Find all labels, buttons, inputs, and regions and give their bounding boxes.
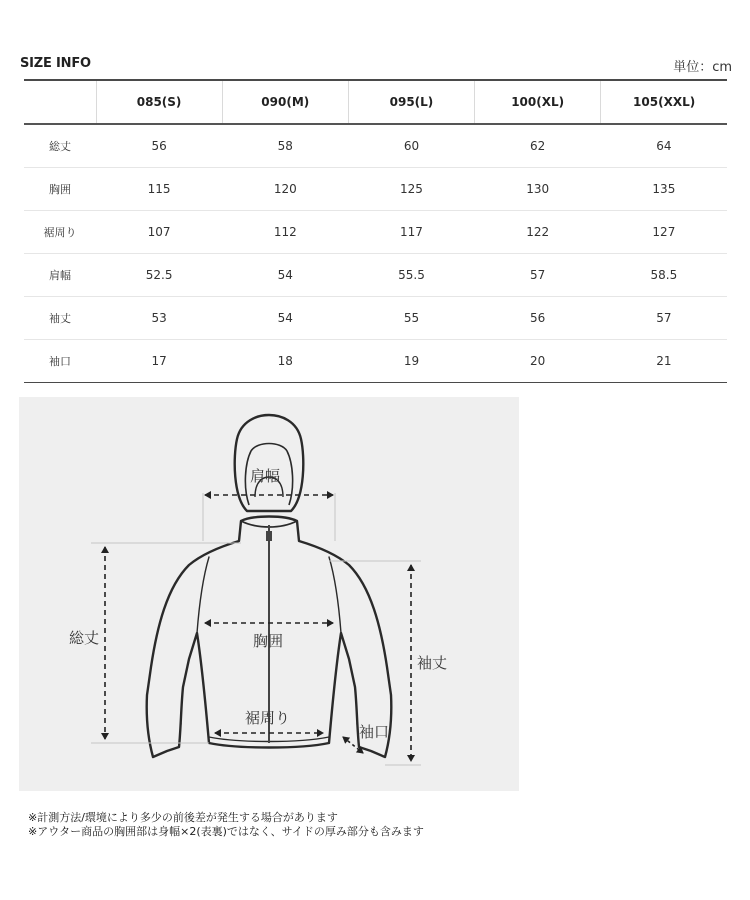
note-line: ※アウター商品の胸囲部は身幅×2(表裏)ではなく、サイドの厚み部分も含みます bbox=[28, 825, 424, 838]
table-cell: 58 bbox=[277, 139, 293, 153]
table-row bbox=[24, 297, 727, 340]
unit-label: 単位：cm bbox=[673, 60, 732, 75]
hem-label: 裾周り bbox=[245, 709, 291, 727]
table-cell: 120 bbox=[222, 168, 348, 211]
row-label: 肩幅 bbox=[24, 254, 96, 297]
shoulder-label: 肩幅 bbox=[250, 467, 281, 485]
total-length-label: 総丈 bbox=[69, 629, 100, 647]
table-cell: 56 bbox=[151, 139, 167, 153]
table-cell: 57 bbox=[601, 297, 727, 340]
sleeve-length-label: 袖丈 bbox=[417, 654, 448, 672]
table-cell: 58.5 bbox=[601, 254, 727, 297]
column-header: 105(XXL) bbox=[601, 80, 727, 124]
row-label: 袖丈 bbox=[24, 297, 96, 340]
table-cell: 52.5 bbox=[96, 254, 222, 297]
table-cell: 18 bbox=[222, 340, 348, 383]
table-cell: 112 bbox=[222, 211, 348, 254]
note-line: ※計測方法/環境により多少の前後差が発生する場合があります bbox=[28, 811, 338, 824]
table-cell: 122 bbox=[475, 211, 601, 254]
table-cell: 55.5 bbox=[348, 254, 474, 297]
table-cell: 125 bbox=[348, 168, 474, 211]
column-header: 085(S) bbox=[96, 80, 222, 124]
row-label: 胸囲 bbox=[24, 168, 96, 211]
row-label: 裾周り bbox=[24, 211, 96, 254]
page-title: SIZE INFO bbox=[20, 56, 91, 71]
chest-label: 胸囲 bbox=[253, 632, 284, 650]
table-cell: 17 bbox=[96, 340, 222, 383]
table-row bbox=[24, 168, 727, 211]
table-header-row bbox=[24, 80, 727, 124]
column-header: 090(M) bbox=[222, 80, 348, 124]
table-cell: 135 bbox=[601, 168, 727, 211]
jacket-illustration bbox=[19, 397, 519, 791]
zipper-pull bbox=[266, 531, 272, 541]
table-cell: 57 bbox=[475, 254, 601, 297]
row-label: 袖口 bbox=[24, 340, 96, 383]
column-header bbox=[24, 80, 96, 124]
hood-outline bbox=[235, 415, 304, 511]
table-cell: 21 bbox=[601, 340, 727, 383]
table-cell: 107 bbox=[96, 211, 222, 254]
table-cell: 127 bbox=[601, 211, 727, 254]
table-cell: 117 bbox=[348, 211, 474, 254]
column-header: 100(XL) bbox=[475, 80, 601, 124]
table-cell: 56 bbox=[475, 297, 601, 340]
table-cell: 54 bbox=[222, 297, 348, 340]
table-cell: 62 bbox=[530, 139, 546, 153]
measurement-diagram bbox=[19, 397, 519, 791]
table-row bbox=[24, 124, 727, 168]
size-table bbox=[24, 79, 727, 383]
table-cell: 54 bbox=[222, 254, 348, 297]
table-cell: 55 bbox=[348, 297, 474, 340]
row-label: 総丈 bbox=[49, 140, 71, 153]
table-cell: 20 bbox=[475, 340, 601, 383]
column-header: 095(L) bbox=[348, 80, 474, 124]
table-row bbox=[24, 211, 727, 254]
table-cell: 19 bbox=[348, 340, 474, 383]
table-cell: 115 bbox=[96, 168, 222, 211]
table-cell: 60 bbox=[403, 139, 420, 153]
table-cell: 130 bbox=[475, 168, 601, 211]
table-cell: 53 bbox=[96, 297, 222, 340]
table-row bbox=[24, 340, 727, 383]
notes bbox=[28, 811, 424, 839]
table-cell: 64 bbox=[656, 139, 672, 153]
table-row bbox=[24, 254, 727, 297]
cuff-label: 袖口 bbox=[359, 723, 390, 741]
header bbox=[20, 56, 732, 76]
